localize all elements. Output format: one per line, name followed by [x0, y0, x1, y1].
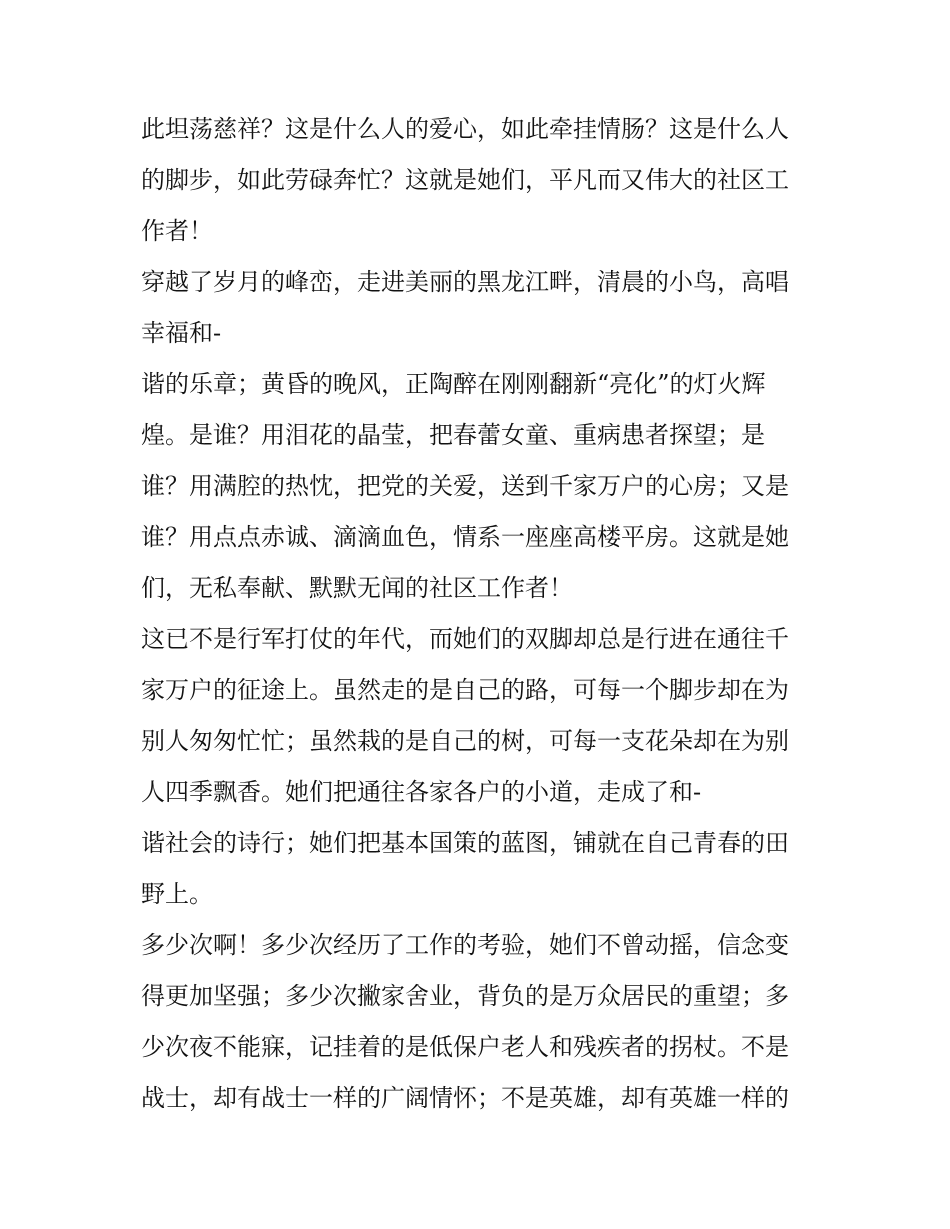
text-line: 别人匆匆忙忙；虽然栽的是自己的树，可每一支花朵却在为别: [141, 727, 789, 755]
text-line: 谐的乐章；黄昏的晚风，正陶醉在刚刚翻新“亮化”的灯火辉: [141, 370, 766, 398]
text-line: 这已不是行军打仗的年代，而她们的双脚却总是行进在通往千: [141, 625, 789, 653]
text-line: 穿越了岁月的峰峦，走进美丽的黑龙江畔，清晨的小鸟，高唱: [141, 268, 789, 296]
text-line: 们，无私奉献、默默无闻的社区工作者！: [141, 574, 573, 602]
text-line: 作者！: [141, 217, 213, 245]
text-line: 人四季飘香。她们把通往各家各户的小道，走成了和-: [141, 778, 702, 806]
text-line: 的脚步，如此劳碌奔忙？这就是她们，平凡而又伟大的社区工: [141, 166, 789, 194]
text-line: 得更加坚强；多少次撇家舍业，背负的是万众居民的重望；多: [141, 982, 789, 1010]
text-line: 此坦荡慈祥？这是什么人的爱心，如此牵挂情肠？这是什么人: [141, 115, 789, 143]
text-line: 煌。是谁？用泪花的晶莹，把春蕾女童、重病患者探望；是: [141, 421, 765, 449]
text-line: 野上。: [141, 880, 213, 908]
text-line: 家万户的征途上。虽然走的是自己的路，可每一个脚步却在为: [141, 676, 789, 704]
text-line: 幸福和-: [141, 319, 222, 347]
text-line: 谁？用满腔的热忱，把党的关爱，送到千家万户的心房；又是: [141, 472, 789, 500]
text-line: 谐社会的诗行；她们把基本国策的蓝图，铺就在自己青春的田: [141, 829, 789, 857]
text-line: 少次夜不能寐，记挂着的是低保户老人和残疾者的拐杖。不是: [141, 1033, 789, 1061]
text-line: 战士，却有战士一样的广阔情怀；不是英雄，却有英雄一样的: [141, 1084, 789, 1112]
text-line: 多少次啊！多少次经历了工作的考验，她们不曾动摇，信念变: [141, 931, 789, 959]
body-text: [141, 104, 821, 1124]
text-line: 谁？用点点赤诚、滴滴血色，情系一座座高楼平房。这就是她: [141, 523, 789, 551]
